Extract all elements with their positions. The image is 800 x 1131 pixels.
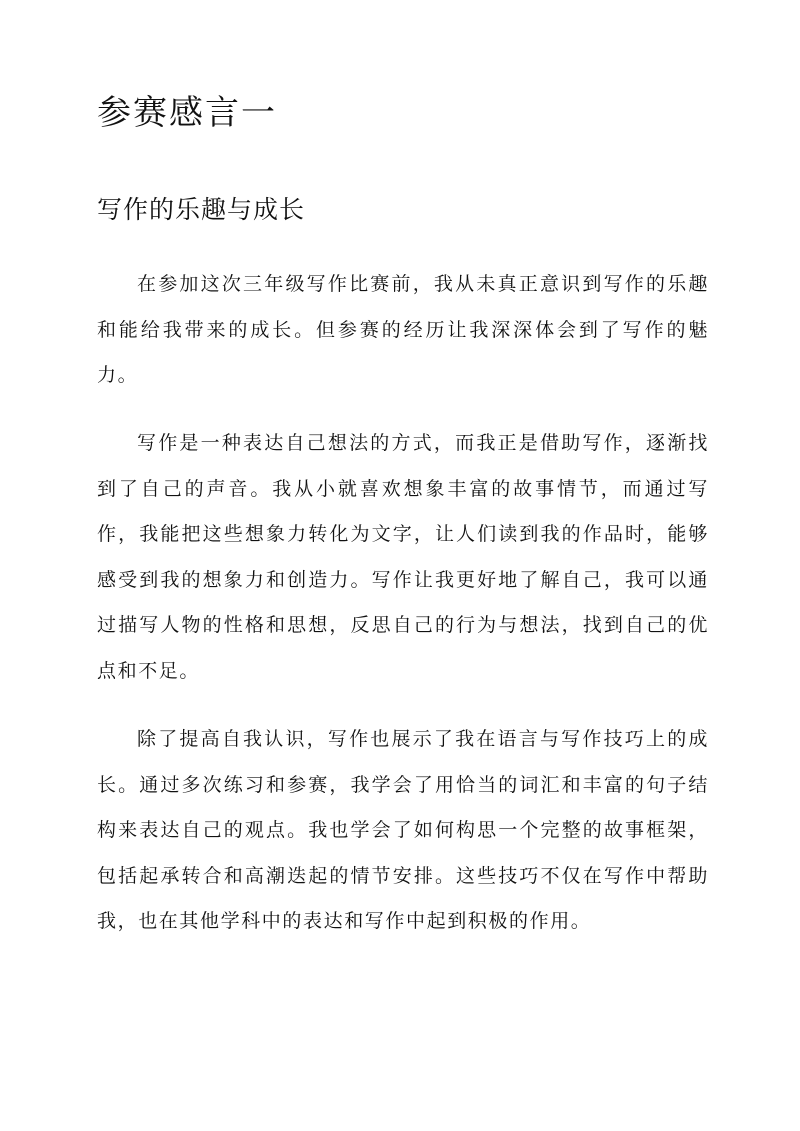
paragraph-3: 除了提高自我认识，写作也展示了我在语言与写作技巧上的成长。通过多次练习和参赛，我学会了用恰当的词汇和丰富的句子结构来表达自己的观点。我也学会了如何构思一个完整的故事框架，包括起承转合和高潮迭起的情节安排。这些技巧不仅在写作中帮助我，也在其他学科中的表达和写作中起到积极的作用。: [97, 728, 709, 932]
page-title: 参赛感言一: [97, 93, 277, 133]
paragraph-1: 在参加这次三年级写作比赛前，我从未真正意识到写作的乐趣和能给我带来的成长。但参赛的经历让我深深体会到了写作的魅力。: [97, 273, 709, 386]
section-subtitle: 写作的乐趣与成长: [97, 195, 306, 224]
paragraph-2: 写作是一种表达自己想法的方式，而我正是借助写作，逐渐找到了自己的声音。我从小就喜欢想象丰富的故事情节，而通过写作，我能把这些想象力转化为文字，让人们读到我的作品时，能够感受到我的想象力和创造力。写作让我更好地了解自己，我可以通过描写人物的性格和思想，反思自己的行为与想法，找到自己的优点和不足。: [97, 432, 709, 682]
